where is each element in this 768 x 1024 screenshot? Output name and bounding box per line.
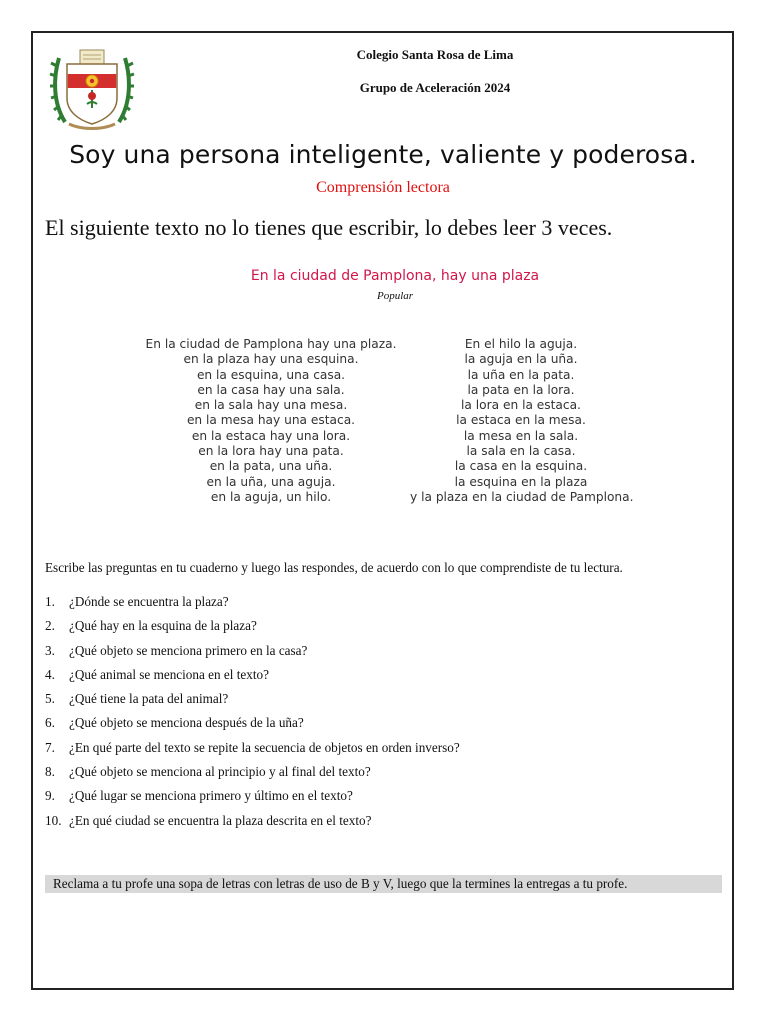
question-item — [45, 639, 460, 663]
question-number: 9. — [45, 788, 55, 804]
question-number: 7. — [45, 739, 55, 755]
verse-line: la esquina en la plaza — [454, 474, 588, 489]
verse-line: y la plaza en la ciudad de Pamplona. — [410, 489, 634, 504]
school-crest-icon — [47, 48, 137, 132]
question-text: ¿Dónde se encuentra la plaza? — [69, 594, 229, 609]
reading-instruction: El siguiente texto no lo tienes que escribir, lo debes leer 3 veces. — [45, 215, 613, 240]
poem-right-stanza — [410, 337, 632, 505]
question-item — [45, 809, 460, 833]
verse-line: en la aguja, un hilo. — [210, 489, 332, 504]
question-item — [45, 760, 460, 784]
school-name: Colegio Santa Rosa de Lima — [356, 47, 514, 62]
verse-line: la sala en la casa. — [466, 444, 576, 459]
verse-line: la mesa en la sala. — [463, 428, 579, 443]
page-border — [31, 31, 734, 990]
question-number: 8. — [45, 764, 55, 780]
question-number: 4. — [45, 666, 55, 682]
verse-line: En la ciudad de Pamplona hay una plaza. — [145, 337, 397, 351]
question-number: 10. — [45, 812, 62, 828]
question-text: ¿Qué hay en la esquina de la plaza? — [69, 618, 257, 634]
verse-line: en la lora hay una pata. — [198, 444, 344, 459]
question-item — [45, 736, 460, 760]
verse-line: en la uña, una aguja. — [206, 474, 336, 489]
question-text: ¿Qué animal se menciona en el texto? — [69, 666, 269, 682]
question-item — [45, 663, 460, 687]
verse-line: en la casa hay una sala. — [197, 382, 345, 397]
question-item — [45, 784, 460, 808]
verse-line: En el hilo la aguja. — [464, 337, 578, 351]
question-text: ¿Qué objeto se menciona primero en la casa? — [69, 642, 308, 658]
verse-line: en la plaza hay una esquina. — [183, 352, 359, 367]
question-item — [45, 711, 460, 735]
verse-line: la estaca en la mesa. — [456, 413, 586, 428]
question-text: ¿En qué parte del texto se repite la secuencia de objetos en orden inverso? — [69, 739, 460, 755]
activity-note: Reclama a tu profe una sopa de letras con letras de uso de B y V, luego que la termines la entregas a tu profe. — [45, 875, 722, 893]
question-item — [45, 614, 460, 638]
group-name: Grupo de Aceleración 2024 — [359, 80, 511, 95]
question-number: 2. — [45, 618, 55, 634]
question-number: 1. — [45, 594, 55, 609]
question-list — [45, 590, 460, 833]
question-number: 6. — [45, 715, 55, 731]
question-item — [45, 590, 460, 614]
question-number: 5. — [45, 691, 55, 707]
question-text: ¿Qué tiene la pata del animal? — [69, 691, 229, 707]
question-text: ¿En qué ciudad se encuentra la plaza descrita en el texto? — [69, 812, 372, 828]
verse-line: la lora en la estaca. — [461, 398, 581, 413]
questions-prompt: Escribe las preguntas en tu cuaderno y luego las respondes, de acuerdo con lo que comprendiste de tu lectura. — [45, 560, 623, 575]
question-text: ¿Qué objeto se menciona después de la uña? — [69, 715, 304, 731]
poem-title: En la ciudad de Pamplona, hay una plaza — [250, 268, 540, 284]
verse-line: en la sala hay una mesa. — [194, 398, 348, 413]
motto-heading: Soy una persona inteligente, valiente y poderosa. — [69, 140, 697, 169]
verse-line: la casa en la esquina. — [454, 459, 588, 474]
question-text: ¿Qué objeto se menciona al principio y al final del texto? — [69, 764, 371, 780]
subject-label: Comprensión lectora — [316, 179, 450, 196]
verse-line: en la mesa hay una estaca. — [186, 413, 356, 428]
verse-line: en la pata, una uña. — [209, 459, 333, 474]
question-number: 3. — [45, 642, 55, 658]
verse-line: en la esquina, una casa. — [196, 367, 346, 382]
question-text: ¿Qué lugar se menciona primero y último en el texto? — [69, 788, 353, 804]
verse-line: la pata en la lora. — [467, 382, 575, 397]
poem-author: Popular — [376, 290, 414, 302]
poem-left-stanza — [140, 337, 402, 505]
verse-line: la aguja en la uña. — [464, 352, 578, 367]
verse-line: la uña en la pata. — [467, 367, 575, 382]
verse-line: en la estaca hay una lora. — [191, 428, 351, 443]
question-item — [45, 687, 460, 711]
